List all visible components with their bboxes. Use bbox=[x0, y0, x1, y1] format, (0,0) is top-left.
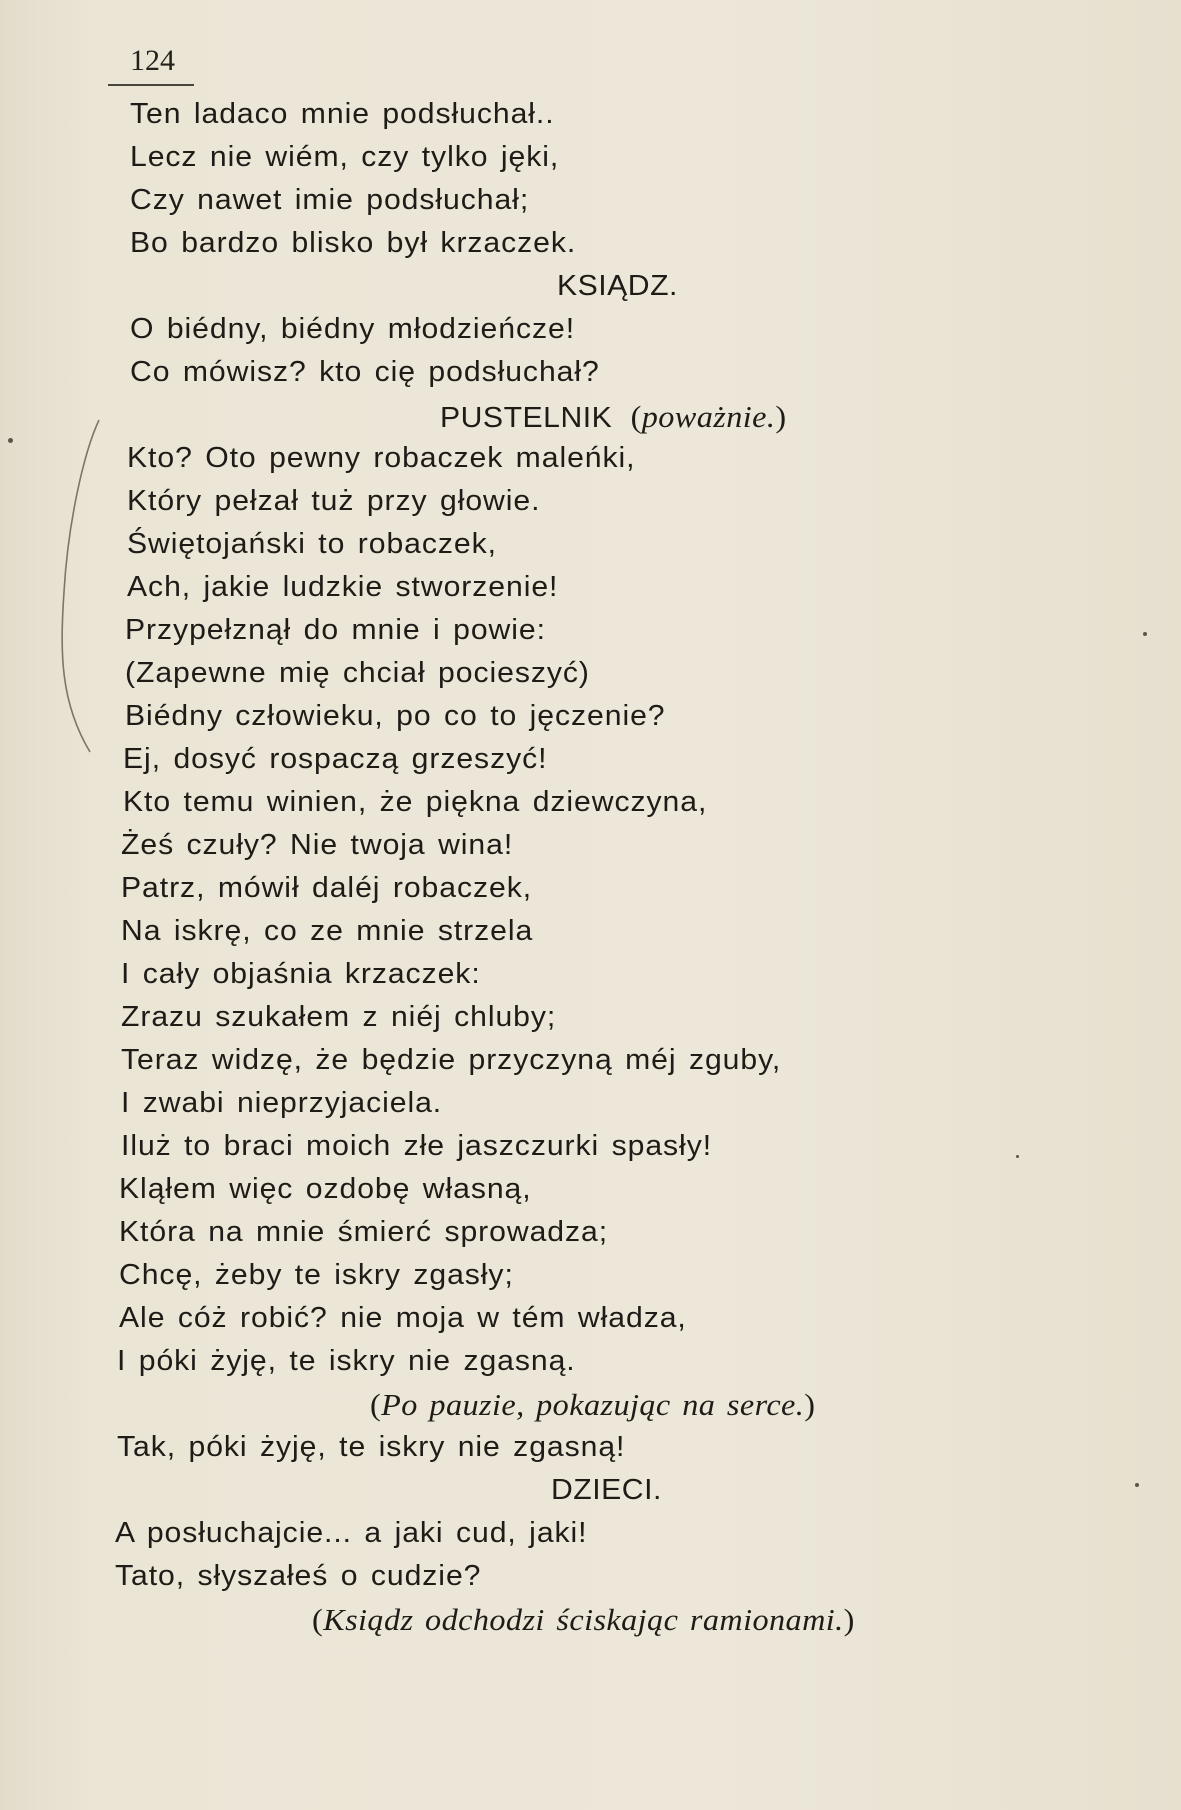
verse-line: Kląłem więc ozdobę własną, bbox=[119, 1173, 532, 1205]
verse-line: Patrz, mówił daléj robaczek, bbox=[121, 872, 533, 904]
verse-line: Chcę, żeby te iskry zgasły; bbox=[119, 1259, 514, 1291]
stage-direction: (Po pauzie, pokazując na serce.) bbox=[370, 1387, 816, 1422]
paper-speck bbox=[1135, 1483, 1139, 1487]
stage-direction-text: Ksiądz odchodzi ściskając ramionami. bbox=[323, 1602, 844, 1637]
verse-line: I zwabi nieprzyjaciela. bbox=[121, 1087, 443, 1119]
verse-line: Tato, słyszałeś o cudzie? bbox=[115, 1560, 482, 1592]
verse-line: Czy nawet imie podsłuchał; bbox=[130, 184, 530, 216]
stage-direction: (Ksiądz odchodzi ściskając ramionami.) bbox=[312, 1602, 855, 1637]
verse-line: Na iskrę, co ze mnie strzela bbox=[121, 915, 534, 947]
verse-line: Kto temu winien, że piękna dziewczyna, bbox=[123, 786, 708, 818]
verse-line: Przypełznął do mnie i powie: bbox=[125, 614, 546, 646]
verse-line: Teraz widzę, że będzie przyczyną méj zguby, bbox=[121, 1044, 782, 1076]
verse-line: Ten ladaco mnie podsłuchał.. bbox=[130, 98, 555, 130]
verse-line: O biédny, biédny młodzieńcze! bbox=[130, 313, 576, 345]
speaker-name: PUSTELNIK bbox=[440, 402, 613, 434]
verse-line: Ach, jakie ludzkie stworzenie! bbox=[127, 571, 559, 603]
verse-line: I póki żyję, te iskry nie zgasną. bbox=[117, 1345, 576, 1377]
verse-line: Świętojański to robaczek, bbox=[127, 528, 497, 560]
verse-line: A posłuchajcie... a jaki cud, jaki! bbox=[115, 1517, 588, 1549]
verse-line: I cały objaśnia krzaczek: bbox=[121, 958, 481, 990]
verse-line: Iluż to braci moich złe jaszczurki spasły! bbox=[121, 1130, 713, 1162]
verse-line: Tak, póki żyję, te iskry nie zgasną! bbox=[117, 1431, 626, 1463]
verse-line: Ej, dosyć rospaczą grzeszyć! bbox=[123, 743, 548, 775]
verse-line: Zrazu szukałem z niéj chluby; bbox=[121, 1001, 557, 1033]
verse-line: Ale cóż robić? nie moja w tém władza, bbox=[119, 1302, 687, 1334]
verse-line: (Zapewne mię chciał pocieszyć) bbox=[125, 657, 590, 689]
verse-line: Który pełzał tuż przy głowie. bbox=[127, 485, 541, 517]
verse-line: Biédny człowieku, po co to jęczenie? bbox=[125, 700, 666, 732]
verse-line: Bo bardzo blisko był krzaczek. bbox=[130, 227, 577, 259]
page-number: 124 bbox=[130, 44, 175, 77]
stage-direction-text: poważnie. bbox=[641, 399, 776, 434]
verse-line: Żeś czuły? Nie twoja wina! bbox=[121, 829, 514, 861]
verse-line: Która na mnie śmierć sprowadza; bbox=[119, 1216, 609, 1248]
verse-line: Co mówisz? kto cię podsłuchał? bbox=[130, 356, 600, 388]
speaker-name: KSIĄDZ. bbox=[557, 270, 678, 302]
stage-direction-text: Po pauzie, pokazując na serce. bbox=[381, 1387, 805, 1422]
speaker-name: DZIECI. bbox=[551, 1474, 662, 1506]
paper-speck bbox=[1143, 632, 1147, 636]
paper-speck bbox=[1016, 1155, 1019, 1158]
stage-direction: (poważnie.) bbox=[630, 399, 787, 434]
verse-line: Lecz nie wiém, czy tylko jęki, bbox=[130, 141, 560, 173]
speaker-line bbox=[440, 401, 786, 433]
verse-line: Kto? Oto pewny robaczek maleńki, bbox=[127, 442, 636, 474]
